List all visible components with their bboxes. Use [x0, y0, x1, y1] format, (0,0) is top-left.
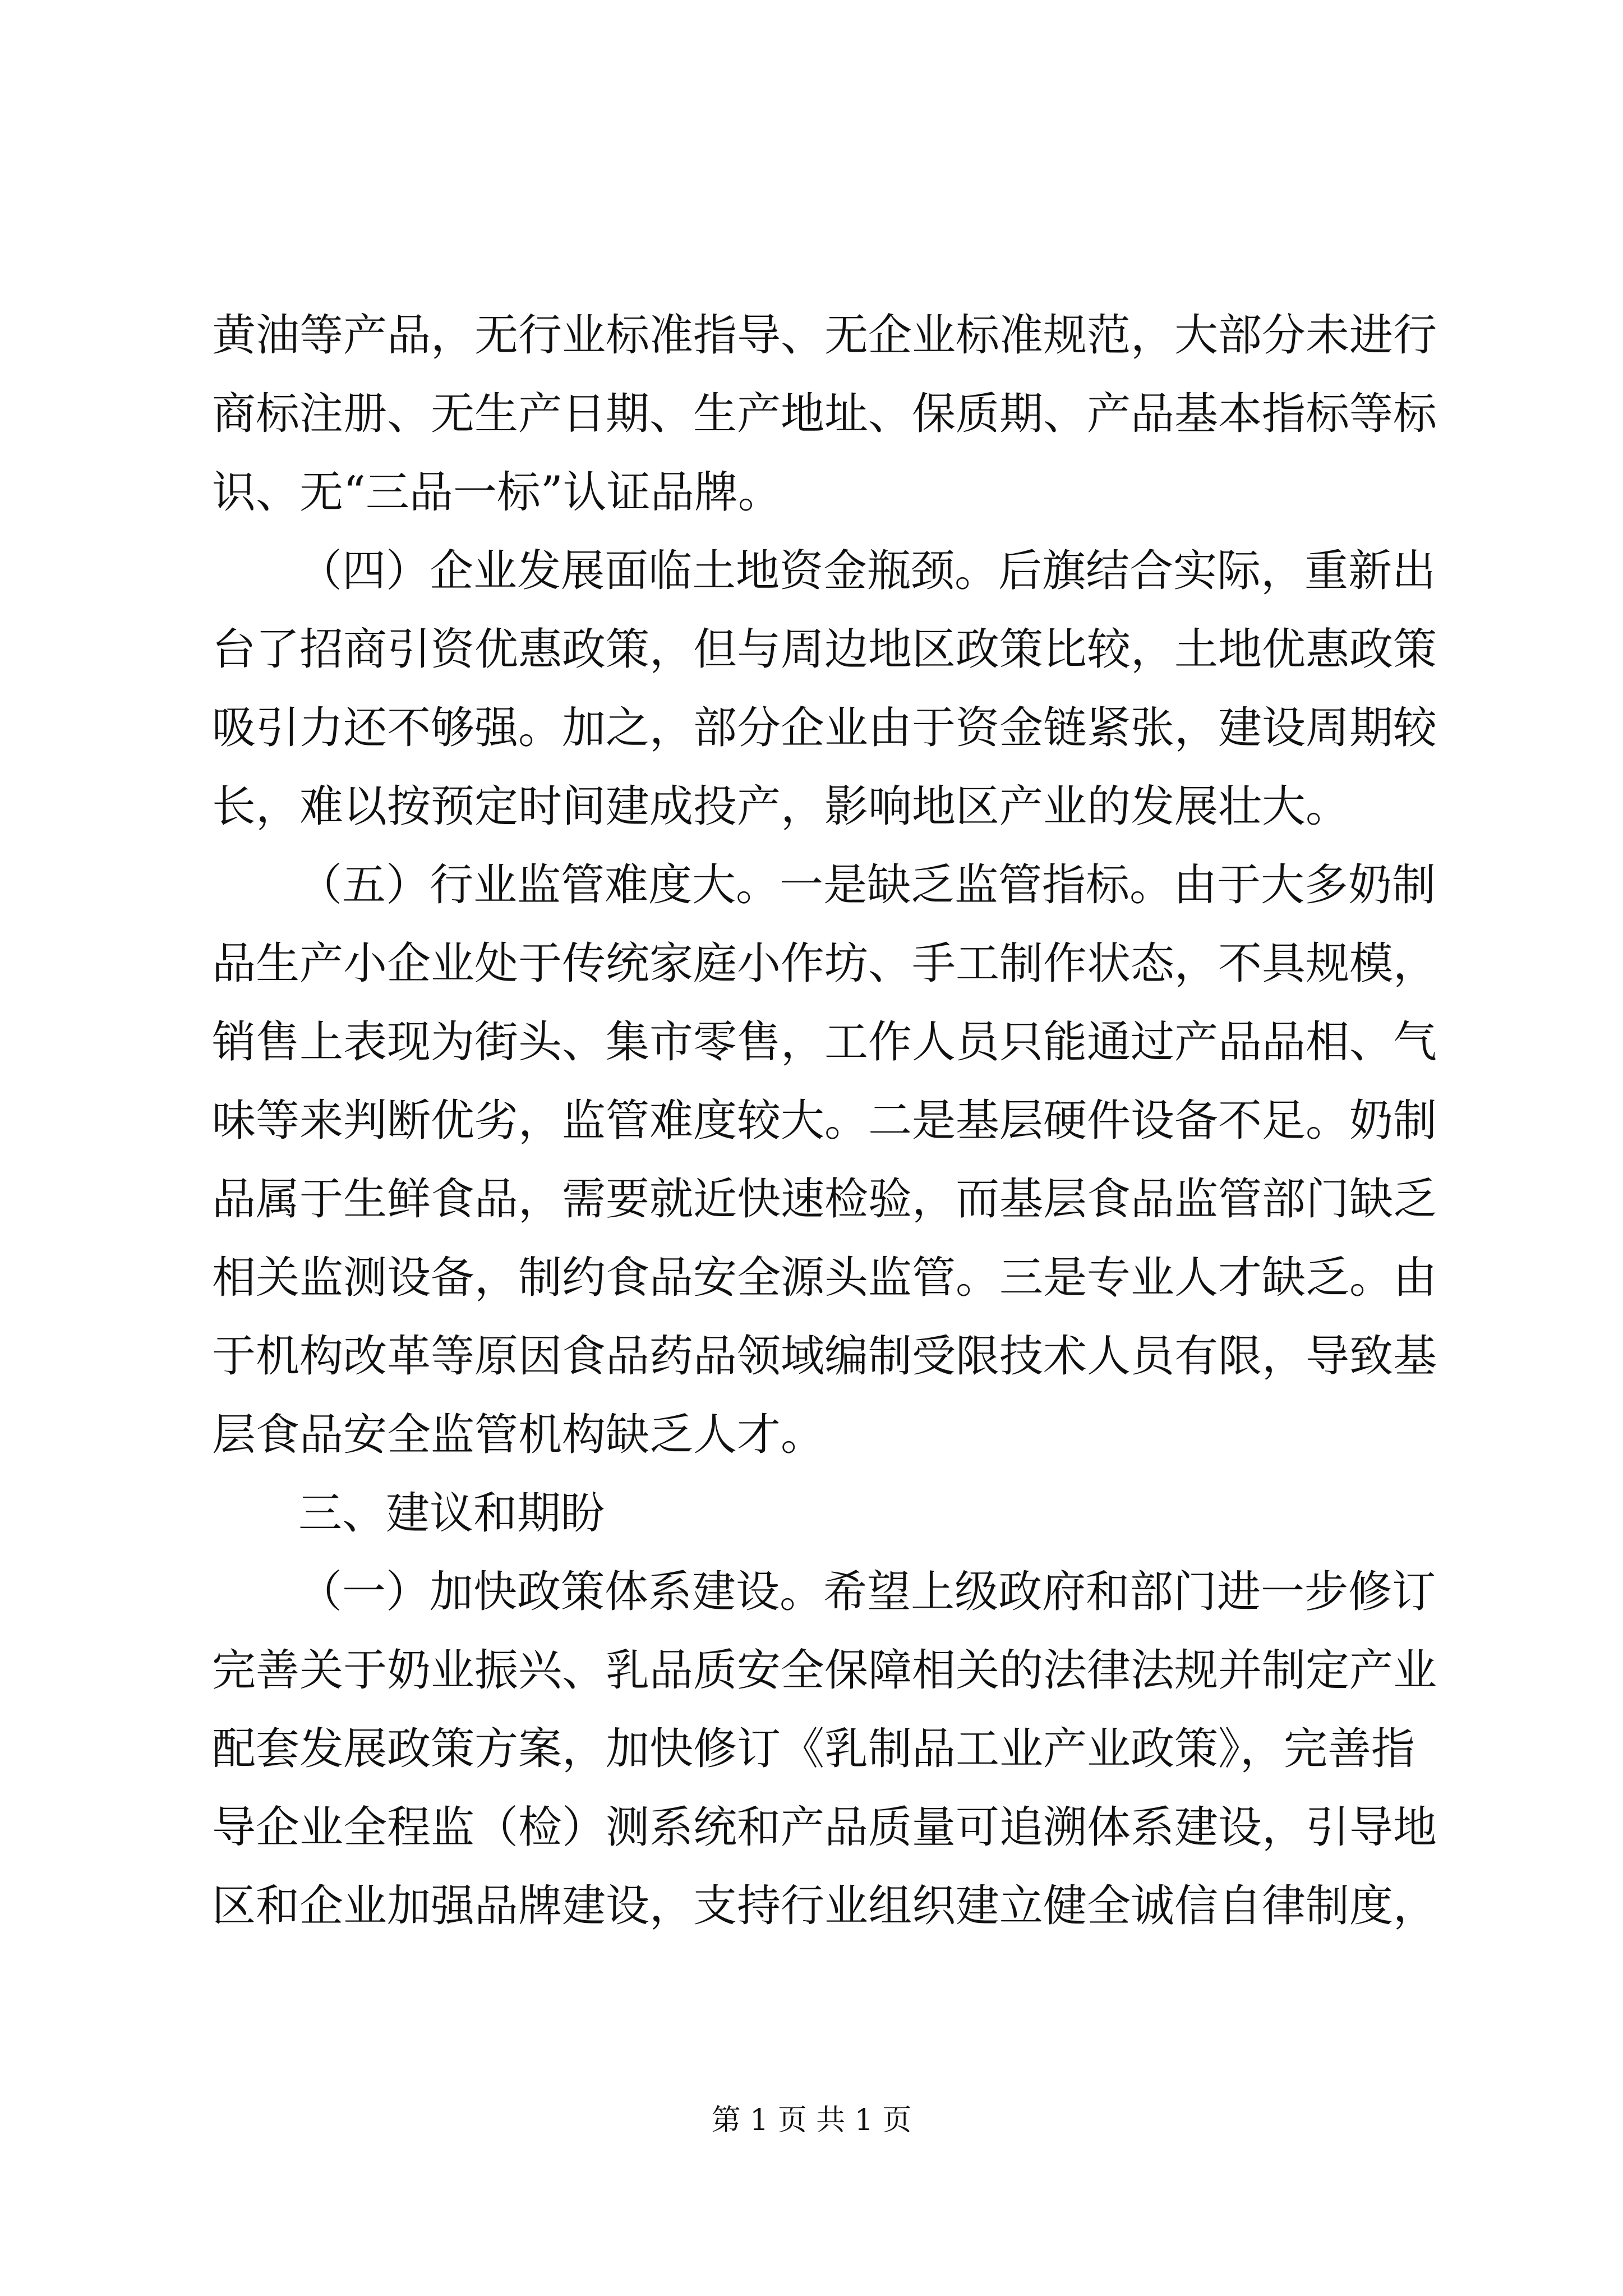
section-heading-5: （五）行业监管难度大。一是缺乏监管指标。由于大多奶制 [298, 860, 1436, 910]
page-footer [0, 2101, 1623, 2140]
text-line: 长，难以按预定时间建成投产，影响地区产业的发展壮大。 [212, 781, 1350, 832]
text-line: 黄油等产品，无行业标准指导、无企业标准规范，大部分未进行 [212, 310, 1437, 361]
text-line: 台了招商引资优惠政策，但与周边地区政策比较，土地优惠政策 [212, 624, 1437, 675]
text-line: 品生产小企业处于传统家庭小作坊、手工制作状态，不具规模， [212, 938, 1437, 989]
chapter-heading-3: 三、建议和期盼 [298, 1488, 605, 1539]
text-line: 吸引力还不够强。加之，部分企业由于资金链紧张，建设周期较 [212, 703, 1437, 753]
text-line: 商标注册、无生产日期、生产地址、保质期、产品基本指标等标 [212, 389, 1437, 439]
text-line: 于机构改革等原因食品药品领域编制受限技术人员有限，导致基 [212, 1331, 1437, 1382]
text-line: 味等来判断优劣，监管难度较大。二是基层硬件设备不足。奶制 [212, 1096, 1437, 1146]
text-line: 相关监测设备，制约食品安全源头监管。三是专业人才缺乏。由 [212, 1253, 1437, 1303]
text-line: 品属于生鲜食品，需要就近快速检验，而基层食品监管部门缺乏 [212, 1174, 1437, 1225]
text-line: 配套发展政策方案，加快修订《乳制品工业产业政策》，完善指 [212, 1724, 1415, 1774]
text-line: 导企业全程监（检）测系统和产品质量可追溯体系建设，引导地 [212, 1802, 1437, 1853]
section-heading-1: （一）加快政策体系建设。希望上级政府和部门进一步修订 [298, 1567, 1436, 1617]
text-line: 区和企业加强品牌建设，支持行业组织建立健全诚信自律制度， [212, 1881, 1437, 1931]
text-line: 完善关于奶业振兴、乳品质安全保障相关的法律法规并制定产业 [212, 1645, 1437, 1696]
section-heading-4: （四）企业发展面临土地资金瓶颈。后旗结合实际，重新出 [298, 546, 1436, 596]
text-line: 识、无“三品一标”认证品牌。 [212, 467, 782, 518]
text-line: 销售上表现为街头、集市零售，工作人员只能通过产品品相、气 [212, 1017, 1437, 1068]
text-line: 层食品安全监管机构缺乏人才。 [212, 1410, 825, 1460]
page-number-label: 第 1 页 共 1 页 [711, 2104, 912, 2137]
